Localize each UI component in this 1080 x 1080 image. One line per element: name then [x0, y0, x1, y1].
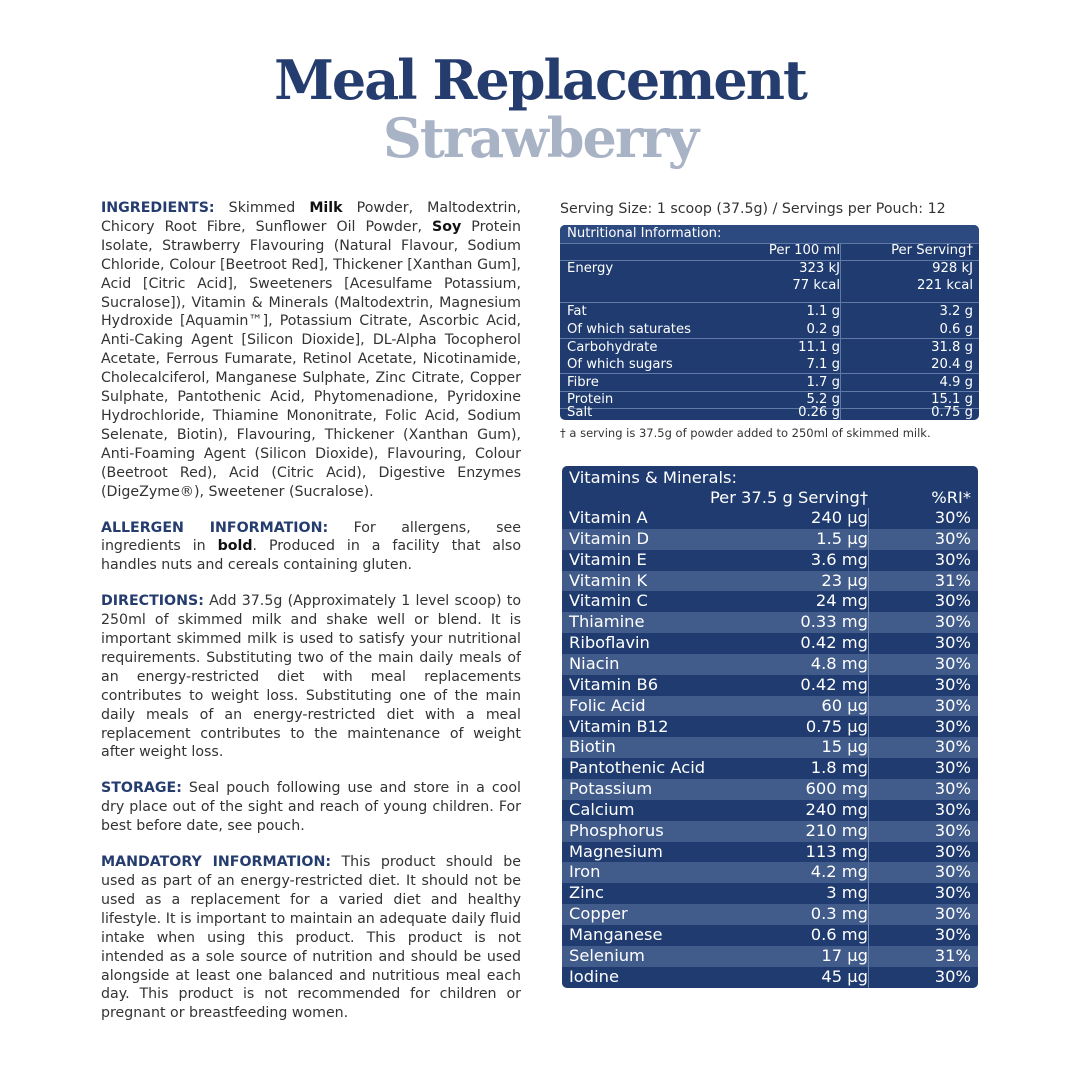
vitamin-ri: 30%: [934, 695, 971, 715]
nutrient-serving: 928 kJ: [932, 261, 973, 276]
nutrition-row: [560, 321, 979, 339]
nutrient-serving: 20.4 g: [931, 357, 973, 372]
vitamin-amount: 0.75 µg: [805, 716, 868, 736]
col-ri: %RI*: [931, 488, 971, 507]
vitamin-amount: 24 mg: [815, 591, 868, 611]
vitamin-name: Copper: [569, 904, 628, 924]
vitamin-row: [562, 946, 978, 967]
vitamin-ri: 30%: [934, 591, 971, 611]
vitamin-amount: 113 mg: [805, 841, 868, 861]
vitamin-name: Potassium: [569, 779, 653, 799]
vitamin-ri: 30%: [934, 841, 971, 861]
vitamin-amount: 3 mg: [826, 883, 868, 903]
vitamin-amount: 0.6 mg: [810, 925, 868, 944]
vitamin-ri: 30%: [934, 904, 971, 924]
vitamin-amount: 60 µg: [821, 695, 868, 715]
vitamin-ri: 30%: [934, 528, 971, 548]
vitamin-ri: 30%: [934, 653, 971, 673]
directions-text: Add 37.5g (Approximately 1 level scoop) to 250ml of skimmed milk and shake well or blend. It is important skimmed milk is used to satisfy your nutritional requirements. Substituting two of the main daily meals of an energy-restricted diet with meal replacements contributes to weight loss. Substituting one of the main daily meals of an energy-restricted diet with a meal replacement contributes to the maintenance of weight after weight loss.: [101, 593, 521, 761]
vitamin-ri: 30%: [934, 799, 971, 819]
nutrient-serving: 0.6 g: [939, 322, 973, 337]
vitamin-ri: 30%: [934, 674, 971, 694]
nutrient-per100: 7.1 g: [806, 357, 840, 372]
nutrient-name: Of which sugars: [567, 357, 673, 372]
product-information-text: [101, 199, 521, 1040]
nutrient-per100: 0.26 g: [798, 405, 840, 420]
vitamin-row: [562, 800, 978, 821]
vitamin-name: Vitamin B12: [569, 716, 669, 736]
vitamin-row: [562, 508, 978, 529]
col-per-100ml: Per 100 ml: [768, 243, 840, 258]
vitamin-name: Iron: [569, 862, 601, 882]
vitamin-ri: 30%: [934, 925, 971, 944]
storage-text: Seal pouch following use and store in a cool dry place out of the sight and reach of young children. For best before date, see pouch.: [101, 780, 521, 835]
nutrition-row: [560, 374, 979, 392]
ingredients-text-2: Powder, Maltodextrin, Chicory Root Fibre, Sunflower Oil Powder,: [101, 200, 521, 235]
mandatory-label: MANDATORY INFORMATION:: [101, 854, 332, 871]
storage-paragraph: [101, 779, 521, 836]
vitamin-ri: 30%: [934, 820, 971, 840]
nutrient-per100: 5.2 g: [806, 392, 840, 407]
vitamin-amount: 4.2 mg: [810, 862, 868, 882]
allergen-bold-word: bold: [217, 538, 253, 555]
nutrient-serving: 15.1 g: [931, 392, 973, 407]
nutrient-per100: 0.2 g: [806, 322, 840, 337]
allergen-text-2: . Produced in a facility that also handles nuts and cereals containing gluten.: [101, 538, 522, 574]
allergen-label: ALLERGEN INFORMATION:: [101, 519, 329, 536]
vitamin-name: Magnesium: [569, 841, 663, 861]
vitamin-name: Vitamin B6: [569, 674, 659, 694]
nutrient-per100: 77 kcal: [792, 278, 840, 293]
vitamins-header: Vitamins & Minerals:: [569, 468, 737, 487]
storage-label: STORAGE:: [101, 780, 182, 797]
vitamin-name: Folic Acid: [569, 695, 646, 715]
vitamin-name: Manganese: [569, 925, 663, 944]
ingredients-text-3: Protein Isolate, Strawberry Flavouring (Natural Flavour, Sodium Chloride, Colour [Beetroot Red], Thickener [Xanthan Gum], Acid [Citric Acid], Sweeteners [Acesulfame Potassium, Sucralose]), Vitamin & Minerals (Maltodextrin, Magnesium Hydroxide [Aquamin™], Potassium Citrate, Ascorbic Acid, Anti-Caking Agent [Silicon Dioxide], DL-Alpha Tocopherol Acetate, Ferrous Fumarate, Retinol Acetate, Nicotinamide, Cholecalciferol, Manganese Sulphate, Zinc Citrate, Copper Sulphate, Pantothenic Acid, Phytomenadione, Pyridoxine Hydrochloride, Thiamine Mononitrate, Folic Acid, Sodium Selenate, Biotin), Flavouring, Thickener (Xanthan Gum), Anti-Foaming Agent (Silicon Dioxide), Flavouring, Colour (Beetroot Red), Acid (Citric Acid), Digestive Enzymes (DigeZyme®), Sweetener (Sucralose).: [101, 218, 521, 500]
allergen-milk: Milk: [309, 200, 343, 216]
nutrient-serving: 4.9 g: [939, 375, 973, 390]
vitamin-amount: 240 µg: [811, 508, 868, 527]
vitamin-row: [562, 612, 978, 633]
vitamin-row: [562, 591, 978, 612]
vitamin-amount: 4.8 mg: [810, 653, 868, 673]
directions-paragraph: [101, 592, 521, 762]
vitamin-ri: 31%: [934, 945, 971, 965]
vitamin-ri: 30%: [934, 966, 971, 986]
vitamin-name: Vitamin A: [569, 508, 648, 527]
nutrition-table: [560, 225, 979, 420]
vitamin-ri: 31%: [934, 570, 971, 590]
vitamin-amount: 0.42 mg: [800, 674, 868, 694]
vitamin-name: Calcium: [569, 799, 635, 819]
vitamin-ri: 30%: [934, 862, 971, 882]
vitamin-amount: 45 µg: [821, 966, 868, 986]
nutrient-serving: 31.8 g: [931, 340, 973, 355]
product-title: Meal Replacement: [274, 48, 806, 112]
vitamin-amount: 15 µg: [821, 737, 868, 757]
vitamin-row: [562, 654, 978, 675]
vitamin-ri: 30%: [934, 612, 971, 632]
vitamin-ri: 30%: [934, 758, 971, 778]
vitamin-amount: 1.8 mg: [810, 758, 868, 778]
vitamin-name: Iodine: [569, 966, 619, 986]
nutrient-per100: 1.7 g: [806, 375, 840, 390]
vitamin-ri: 30%: [934, 508, 971, 527]
vitamin-row: [562, 675, 978, 696]
vitamin-name: Zinc: [569, 883, 604, 903]
nutrition-row: [560, 402, 979, 420]
vitamin-name: Selenium: [569, 945, 645, 965]
vitamins-column-headers: [562, 488, 978, 508]
vitamin-name: Vitamin K: [569, 570, 648, 590]
mandatory-paragraph: [101, 853, 521, 1023]
col-amount: Per 37.5 g Serving†: [709, 488, 868, 507]
vitamin-name: Vitamin C: [569, 591, 648, 611]
vitamin-ri: 30%: [934, 779, 971, 799]
vitamin-row: [562, 883, 978, 904]
vitamin-row: [562, 550, 978, 571]
vitamin-name: Vitamin D: [569, 528, 650, 548]
vitamin-amount: 0.42 mg: [800, 633, 868, 653]
nutrient-serving: 221 kcal: [917, 278, 973, 293]
vitamin-row: [562, 529, 978, 550]
nutrition-row: [560, 277, 979, 295]
vitamin-row: [562, 717, 978, 738]
nutrient-name: Energy: [567, 261, 614, 276]
vitamin-amount: 600 mg: [805, 779, 868, 799]
serving-size: Serving Size: 1 scoop (37.5g) / Servings per Pouch: 12: [560, 201, 946, 217]
vitamin-row: [562, 842, 978, 863]
vitamin-row: [562, 904, 978, 925]
vitamin-row: [562, 633, 978, 654]
vitamin-row: [562, 737, 978, 758]
vitamin-ri: 30%: [934, 716, 971, 736]
allergen-paragraph: [101, 519, 521, 576]
vitamin-amount: 23 µg: [821, 570, 868, 590]
vitamin-amount: 3.6 mg: [810, 549, 868, 569]
ingredients-text-1: Skimmed: [214, 200, 310, 216]
vitamin-row: [562, 862, 978, 883]
vitamin-row: [562, 779, 978, 800]
vitamin-row: [562, 925, 978, 946]
vitamin-row: [562, 967, 978, 988]
vitamin-name: Pantothenic Acid: [569, 758, 706, 778]
serving-footnote: † a serving is 37.5g of powder added to 250ml of skimmed milk.: [560, 426, 931, 440]
allergen-text-1: For allergens, see ingredients in: [101, 519, 521, 555]
vitamin-ri: 30%: [934, 737, 971, 757]
vitamin-amount: 0.3 mg: [810, 904, 868, 924]
nutrient-serving: 3.2 g: [939, 304, 973, 319]
vitamins-minerals-table: [562, 466, 978, 988]
col-per-serving: Per Serving†: [891, 243, 973, 258]
nutrient-name: Protein: [567, 392, 614, 407]
nutrition-row: [560, 339, 979, 357]
nutrient-name: Fibre: [567, 375, 599, 390]
vitamin-ri: 30%: [934, 883, 971, 903]
vitamin-name: Thiamine: [569, 612, 645, 632]
vitamin-row: [562, 821, 978, 842]
nutrient-per100: 1.1 g: [806, 304, 840, 319]
vitamin-amount: 210 mg: [805, 820, 868, 840]
vitamin-name: Vitamin E: [569, 549, 647, 569]
vitamin-amount: 240 mg: [805, 799, 868, 819]
nutrition-row: [560, 260, 979, 278]
vitamin-name: Riboflavin: [569, 633, 650, 653]
nutrient-name: Salt: [567, 405, 593, 420]
allergen-soy: Soy: [432, 218, 462, 235]
nutrition-header: Nutritional Information:: [567, 226, 722, 241]
directions-label: DIRECTIONS:: [101, 593, 204, 610]
nutrient-name: Fat: [567, 304, 587, 319]
mandatory-text: This product should be used as part of an energy-restricted diet. It should not be used as a replacement for a varied diet and healthy lifestyle. It is important to maintain an adequate daily fluid intake when using this product. This product is not intended as a sole source of nutrition and should be used alongside at least one balanced and nutritious meal each day. This product is not recommended for children or pregnant or breastfeeding women.: [101, 854, 521, 1022]
ingredients-paragraph: [101, 199, 521, 502]
nutrient-serving: 0.75 g: [931, 405, 973, 420]
product-flavour: Strawberry: [382, 106, 698, 170]
nutrient-name: Of which saturates: [567, 322, 691, 337]
vitamin-row: [562, 758, 978, 779]
vitamin-ri: 30%: [934, 633, 971, 653]
vitamin-name: Niacin: [569, 653, 620, 673]
nutrient-per100: 11.1 g: [798, 340, 840, 355]
nutrition-row: [560, 303, 979, 321]
vitamin-amount: 0.33 mg: [800, 612, 868, 632]
nutrition-row: [560, 356, 979, 374]
vitamin-row: [562, 696, 978, 717]
vitamin-name: Biotin: [569, 737, 616, 757]
vitamin-name: Phosphorus: [569, 820, 664, 840]
ingredients-label: INGREDIENTS:: [101, 200, 215, 216]
vitamin-amount: 17 µg: [821, 945, 868, 965]
vitamin-amount: 1.5 µg: [816, 528, 868, 548]
vitamin-row: [562, 571, 978, 592]
vitamin-ri: 30%: [934, 549, 971, 569]
nutrient-per100: 323 kJ: [799, 261, 840, 276]
nutrient-name: Carbohydrate: [567, 340, 658, 355]
